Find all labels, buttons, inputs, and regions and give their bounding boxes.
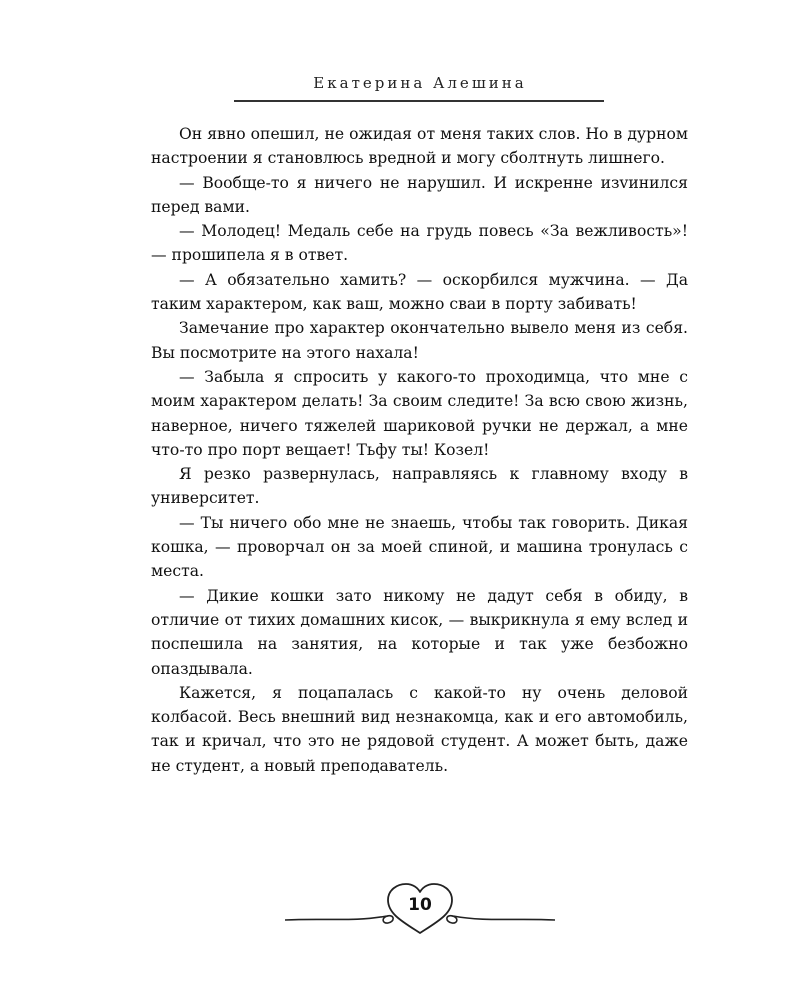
paragraph: Он явно опешил, не ожидая от меня таких слов. Но в дурном настроении я становлюсь вредной и могу сболтнуть лишнего. <box>151 125 688 168</box>
paragraph: Кажется, я поцапалась с какой-то ну очень деловой колбасой. Весь внешний вид незнакомца, как и его автомобиль, так и кричал, что это не рядовой студент. А может быть, даже не студент, а новый преподаватель. <box>151 683 688 775</box>
paragraph: — Забыла я спросить у какого-то проходимца, что мне с моим характером делать! За своим следите! За всю свою жизнь, наверное, ничего тяжелей шариковой ручки не держал, а мне что-то про порт вещает! Тьфу ты! Козел! <box>151 367 688 459</box>
paragraph: Я резко развернулась, направляясь к главному входу в университет. <box>151 465 688 508</box>
header-rule <box>234 100 604 102</box>
page-number: 10 <box>408 895 432 915</box>
body-text <box>151 122 688 778</box>
running-head: Екатерина Алешина <box>313 74 527 92</box>
paragraph: Замечание про характер окончательно вывело меня из себя. Вы посмотрите на этого нахала! <box>151 319 688 362</box>
paragraph: — Дикие кошки зато никому не дадут себя в обиду, в отличие от тихих домашних кисок, — выкрикнула я ему вслед и поспешила на занятия, на которые и так уже безбожно опаздывала. <box>151 586 688 678</box>
paragraph: — Ты ничего обо мне не знаешь, чтобы так говорить. Дикая кошка, — проворчал он за моей спиной, и машина тронулась с места. <box>151 513 688 581</box>
paragraph: — А обязательно хамить? — оскорбился мужчина. — Да таким характером, как ваш, можно сваи в порту забивать! <box>151 270 688 314</box>
paragraph: — Вообще-то я ничего не нарушил. И искренне изvинился перед вами. <box>151 173 688 216</box>
paragraph: — Молодец! Медаль себе на грудь повесь «За вежливость»! — прошипела я в ответ. <box>151 222 688 265</box>
